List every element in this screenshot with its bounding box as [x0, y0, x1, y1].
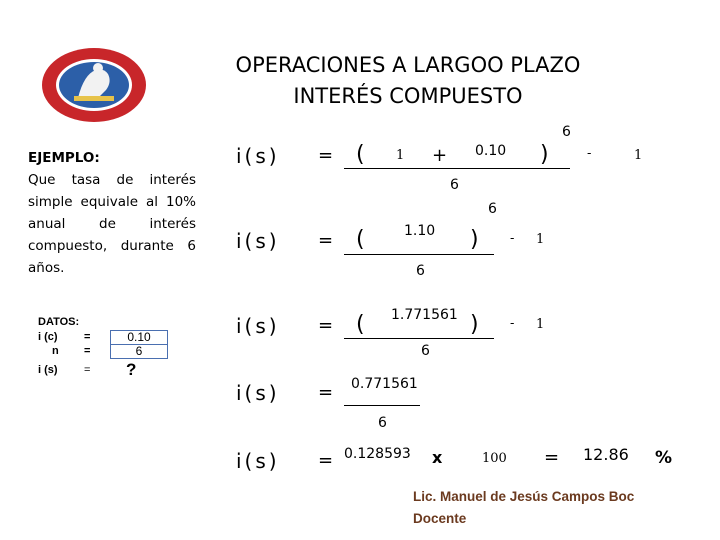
step3-denominator: 6 [421, 343, 430, 359]
university-logo [38, 44, 150, 126]
datos-label-n: n [52, 345, 59, 357]
example-block [28, 147, 196, 279]
step1-close-paren: ) [540, 142, 549, 167]
datos-heading: DATOS: [38, 316, 80, 328]
step1-plus: + [432, 145, 448, 166]
datos-eq-is: = [84, 364, 91, 376]
step5-times: x [432, 448, 443, 467]
step1-minus: - [587, 146, 592, 161]
step5-equals: = [318, 450, 334, 471]
datos-eq-n: = [84, 345, 91, 357]
footer-author: Lic. Manuel de Jesús Campos Boc [413, 489, 635, 504]
example-label: EJEMPLO [28, 150, 95, 166]
step1-lhs: i(s) [236, 144, 280, 168]
step3-equals: = [318, 315, 334, 336]
step5-lhs: i(s) [236, 449, 280, 473]
step2-exponent: 6 [488, 201, 497, 217]
datos-value-n: 6 [110, 344, 168, 359]
datos-value-is: ? [126, 360, 137, 379]
step1-open-paren: ( [356, 142, 365, 167]
step2-equals: = [318, 230, 334, 251]
step2-lhs: i(s) [236, 229, 280, 253]
step1-one: 1 [396, 148, 405, 163]
step3-lhs: i(s) [236, 314, 280, 338]
footer-role: Docente [413, 511, 467, 526]
step5-equals-2: = [544, 447, 560, 468]
step2-close-paren: ) [470, 227, 479, 252]
step2-base: 1.10 [404, 223, 436, 239]
step1-minus-one: 1 [634, 148, 643, 163]
step3-fraction-bar [344, 338, 494, 339]
step5-percent: % [655, 448, 673, 468]
example-text: Que tasa de interés simple equivale al 10% anual de interés compuesto, durante 6 años. [28, 172, 196, 276]
step3-minus: - [510, 316, 515, 331]
step3-base: 1.771561 [391, 307, 458, 323]
step5-value: 0.128593 [344, 446, 411, 462]
step1-rate: 0.10 [475, 143, 507, 159]
step4-numerator: 0.771561 [351, 376, 418, 392]
step1-fraction-bar [344, 168, 570, 169]
step3-close-paren: ) [470, 312, 479, 337]
step2-minus: - [510, 231, 515, 246]
step4-lhs: i(s) [236, 381, 280, 405]
step4-denominator: 6 [378, 415, 387, 431]
datos-eq-ic: = [84, 331, 91, 343]
footer [413, 486, 634, 530]
university-seal-icon [38, 44, 150, 126]
step1-denominator: 6 [450, 177, 459, 193]
example-colon: : [94, 150, 100, 166]
step2-denominator: 6 [416, 263, 425, 279]
title-line-2: INTERÉS COMPUESTO [293, 84, 523, 108]
step1-equals: = [318, 145, 334, 166]
step4-fraction-bar [344, 405, 420, 406]
datos-value-ic: 0.10 [110, 330, 168, 345]
step2-open-paren: ( [356, 227, 365, 252]
step3-minus-one: 1 [536, 317, 545, 332]
step4-equals: = [318, 382, 334, 403]
step3-open-paren: ( [356, 312, 365, 337]
step5-result: 12.86 [583, 445, 629, 464]
step2-fraction-bar [344, 254, 494, 255]
datos-label-ic: i (c) [38, 331, 58, 343]
title-line-1: OPERACIONES A LARGOO PLAZO [235, 53, 581, 77]
step1-exponent: 6 [562, 124, 571, 140]
step2-minus-one: 1 [536, 232, 545, 247]
datos-label-is: i (s) [38, 364, 58, 376]
step5-hundred: 100 [482, 451, 507, 466]
